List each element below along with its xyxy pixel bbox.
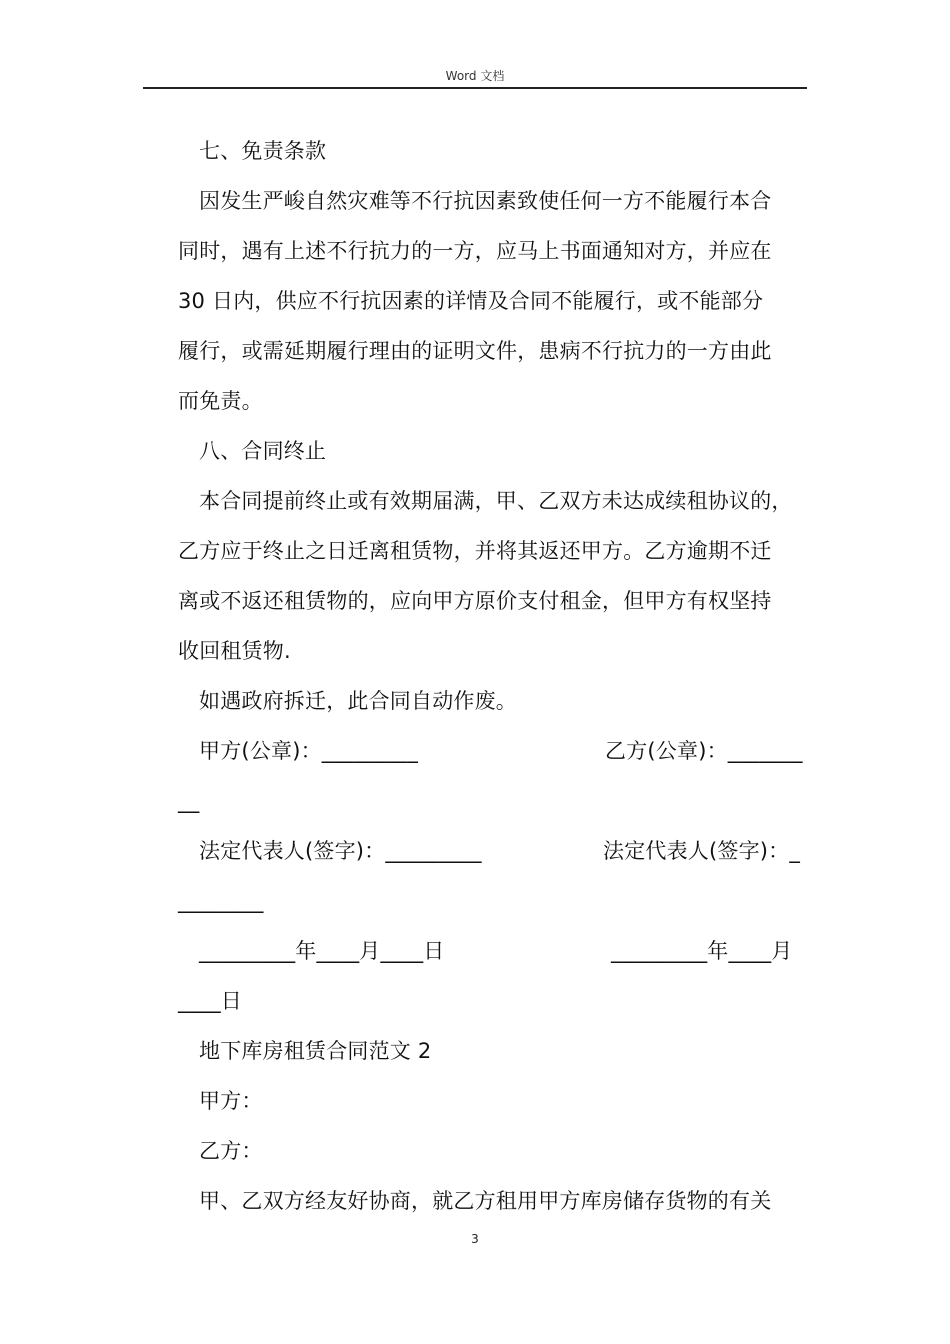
section-heading-exemption: 七、免责条款 bbox=[199, 139, 327, 163]
party-a-seal-line: 甲方(公章)：_________ bbox=[199, 739, 419, 763]
party-b-seal-line: 乙方(公章)：_______ bbox=[605, 739, 803, 763]
header-divider bbox=[143, 87, 807, 89]
party-a-label: 甲方： bbox=[199, 1089, 263, 1113]
paragraph-line: 履行，或需延期履行理由的证明文件，患病不行抗力的一方由此 bbox=[178, 339, 772, 363]
party-b-seal-line-continued: __ bbox=[178, 789, 200, 813]
paragraph-line: 因发生严峻自然灾难等不行抗因素致使任何一方不能履行本合 bbox=[199, 189, 772, 213]
contract-title-2: 地下库房租赁合同范文 2 bbox=[199, 1039, 432, 1063]
party-b-date-line-continued: ____日 bbox=[178, 989, 242, 1013]
page-number: 3 bbox=[471, 1232, 479, 1246]
paragraph-line: 而免责。 bbox=[178, 389, 263, 413]
paragraph-line: 如遇政府拆迁，此合同自动作废。 bbox=[199, 689, 517, 713]
party-b-label: 乙方： bbox=[199, 1139, 263, 1163]
party-b-date-line: _________年____月 bbox=[611, 939, 793, 963]
paragraph-line: 30 日内，供应不行抗因素的详情及合同不能履行，或不能部分 bbox=[178, 289, 764, 313]
page-header-title: Word 文档 bbox=[445, 69, 505, 83]
paragraph-line: 甲、乙双方经友好协商，就乙方租用甲方库房储存货物的有关 bbox=[199, 1189, 772, 1213]
party-a-date-line: _________年____月____日 bbox=[199, 939, 445, 963]
paragraph-line: 收回租赁物. bbox=[178, 639, 291, 663]
section-heading-termination: 八、合同终止 bbox=[199, 439, 327, 463]
party-a-representative-line: 法定代表人(签字)：_________ bbox=[199, 839, 482, 863]
paragraph-line: 同时，遇有上述不行抗力的一方，应马上书面通知对方，并应在 bbox=[178, 239, 772, 263]
party-b-representative-line: 法定代表人(签字)：_ bbox=[603, 839, 801, 863]
paragraph-line: 乙方应于终止之日迁离租赁物，并将其返还甲方。乙方逾期不迁 bbox=[178, 539, 772, 563]
paragraph-line: 本合同提前终止或有效期届满，甲、乙双方未达成续租协议的， bbox=[199, 489, 793, 513]
party-b-representative-line-continued: ________ bbox=[178, 889, 264, 913]
paragraph-line: 离或不返还租赁物的，应向甲方原价支付租金，但甲方有权坚持 bbox=[178, 589, 772, 613]
